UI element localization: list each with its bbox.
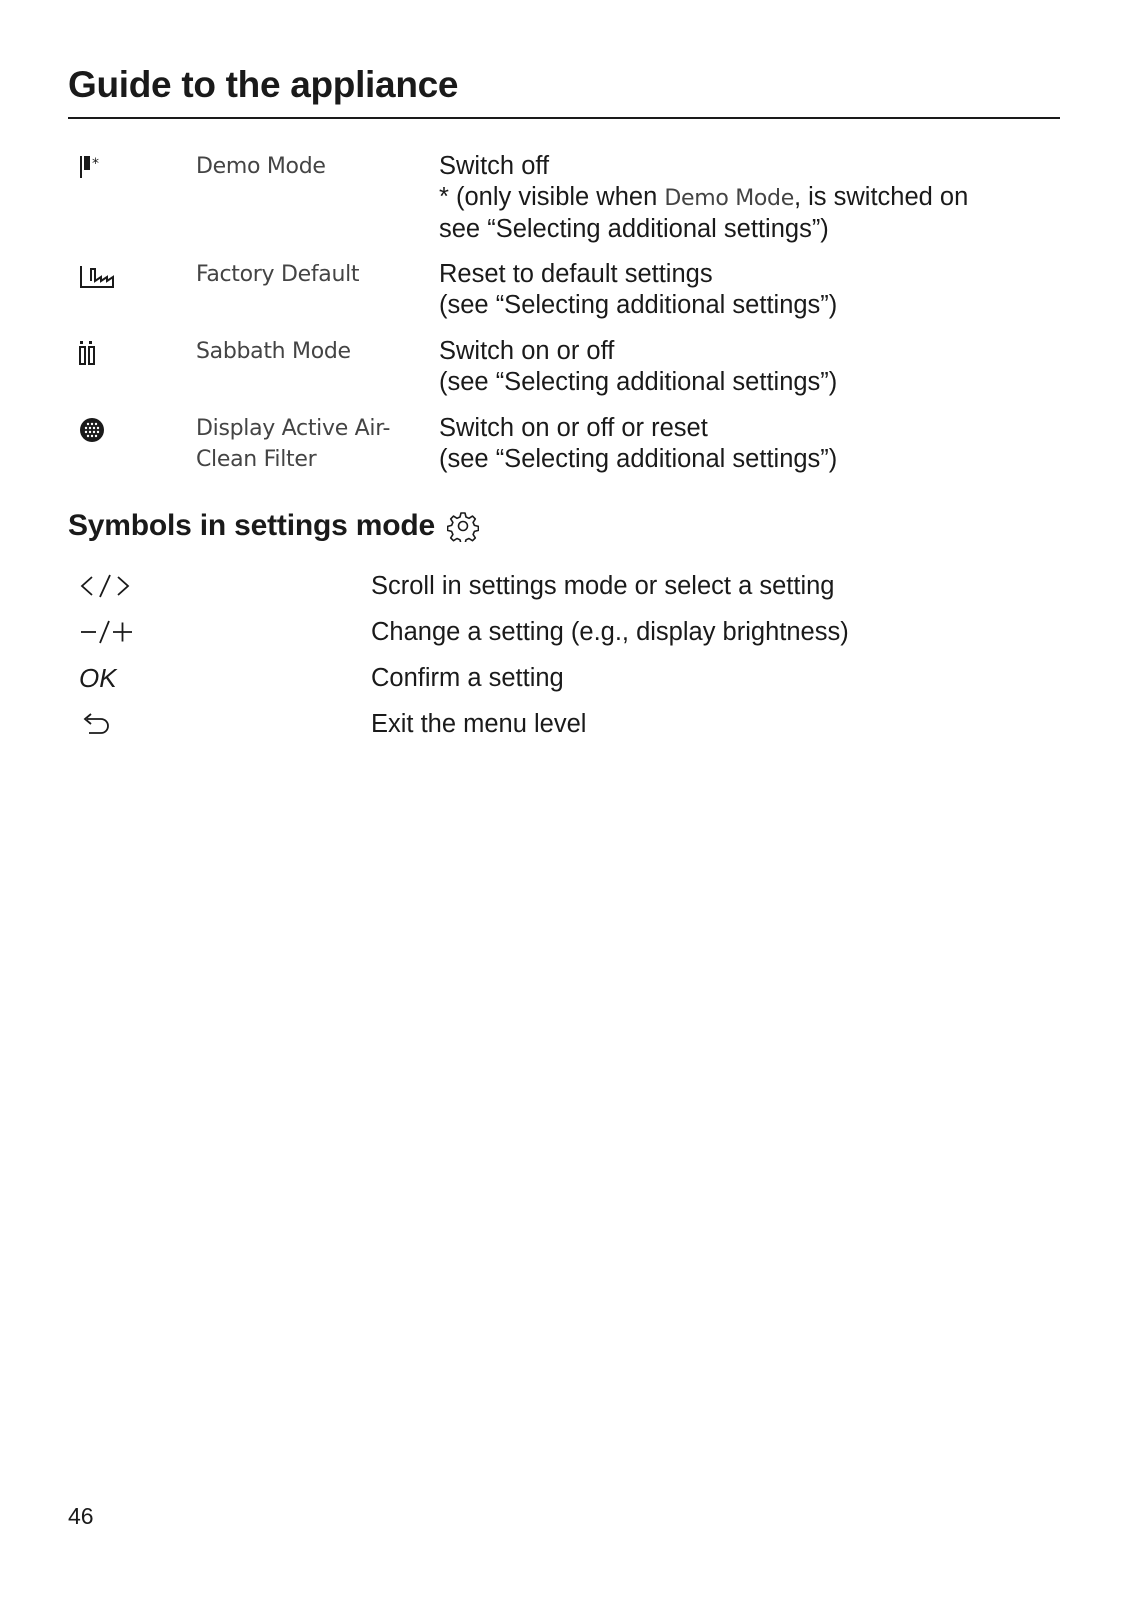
setting-description: Switch off * (only visible when Demo Mode, is switched on see “Selecting additional settings”) [439, 152, 969, 243]
setting-description: Switch on or off or reset (see “Selecting additional settings”) [439, 414, 838, 473]
symbol-row-scroll [0, 569, 1128, 609]
factory-default-icon [79, 262, 119, 296]
display-text-demo-mode: Demo Mode [664, 186, 794, 211]
setting-name: Demo Mode [196, 154, 326, 179]
setting-description: Reset to default settings (see “Selecting additional settings”) [439, 260, 838, 319]
demo-mode-icon [79, 154, 119, 188]
ok-text: OK [79, 663, 117, 693]
settings-row-air-clean-filter [0, 413, 1128, 483]
minus-plus-icon [79, 615, 139, 649]
gear-icon [447, 510, 479, 542]
symbol-row-minus-plus [0, 615, 1128, 655]
page-number: 46 [68, 1503, 94, 1529]
back-arrow-icon [79, 707, 119, 741]
setting-description: Switch on or off (see “Selecting additional settings”) [439, 337, 838, 396]
symbol-description: Change a setting (e.g., display brightness) [371, 618, 849, 646]
symbol-row-ok [0, 661, 1128, 701]
title-rule [68, 117, 1060, 119]
setting-name: Sabbath Mode [196, 339, 351, 364]
svg-text:*: * [92, 156, 99, 172]
symbol-description: Scroll in settings mode or select a setting [371, 572, 835, 600]
symbol-description: Exit the menu level [371, 710, 587, 738]
settings-row-demo-mode [0, 151, 1128, 251]
scroll-arrows-icon [79, 569, 135, 603]
setting-name: Display Active Air- Clean Filter [196, 416, 391, 472]
section-heading-text: Symbols in settings mode [68, 509, 435, 542]
section-heading-symbols [68, 509, 479, 543]
symbol-row-back [0, 707, 1128, 747]
settings-row-factory-default [0, 259, 1128, 329]
page-title: Guide to the appliance [68, 64, 459, 105]
air-clean-filter-icon [79, 416, 119, 450]
setting-name: Factory Default [196, 262, 360, 287]
symbol-description: Confirm a setting [371, 664, 564, 692]
sabbath-mode-icon [79, 339, 119, 373]
settings-row-sabbath-mode [0, 336, 1128, 406]
